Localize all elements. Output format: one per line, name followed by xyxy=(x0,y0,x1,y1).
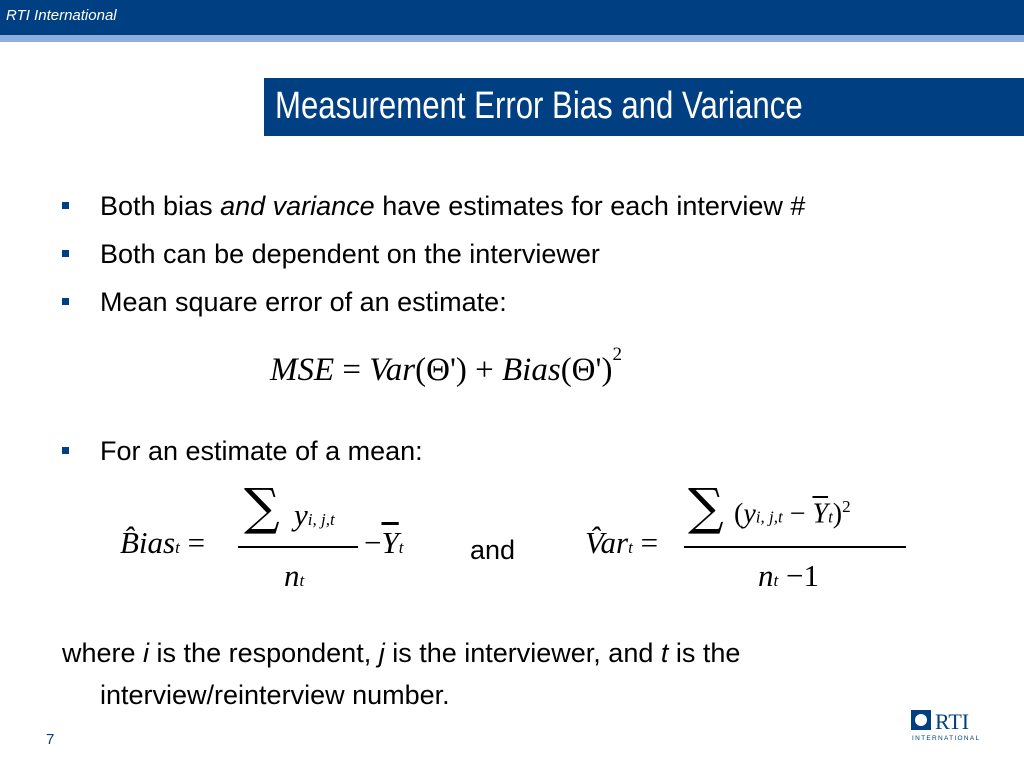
banner-stripe xyxy=(0,35,1024,42)
svg-text:RTI: RTI xyxy=(935,709,970,734)
title-box xyxy=(264,78,1024,136)
bullet-marker xyxy=(62,250,69,257)
bullet-text: Mean square error of an estimate: xyxy=(100,287,507,317)
rti-logo xyxy=(911,708,989,742)
bullet-text: Both can be dependent on the interviewer xyxy=(100,239,600,269)
bullet-marker xyxy=(62,298,69,305)
footer-explanation: where i is the respondent, j is the interviewer, and t is the interview/reinterview number. xyxy=(62,638,741,710)
and-label: and xyxy=(470,535,516,565)
mse-formula: MSE = $Var(\Theta') + Bias(\Theta')^2$ xyxy=(270,344,622,388)
slide-title: Measurement Error Bias and Variance xyxy=(275,85,803,127)
org-label: RTI International xyxy=(6,7,117,24)
page-number: 7 xyxy=(46,731,55,748)
bullet-text: Both bias and variance have estimates for each interview # xyxy=(100,191,806,221)
bullet-text: For an estimate of a mean: xyxy=(100,436,423,466)
bullet-marker xyxy=(62,202,69,209)
bullet-marker xyxy=(62,447,69,454)
svg-text:INTERNATIONAL: INTERNATIONAL xyxy=(912,735,981,742)
top-banner xyxy=(0,0,1024,35)
